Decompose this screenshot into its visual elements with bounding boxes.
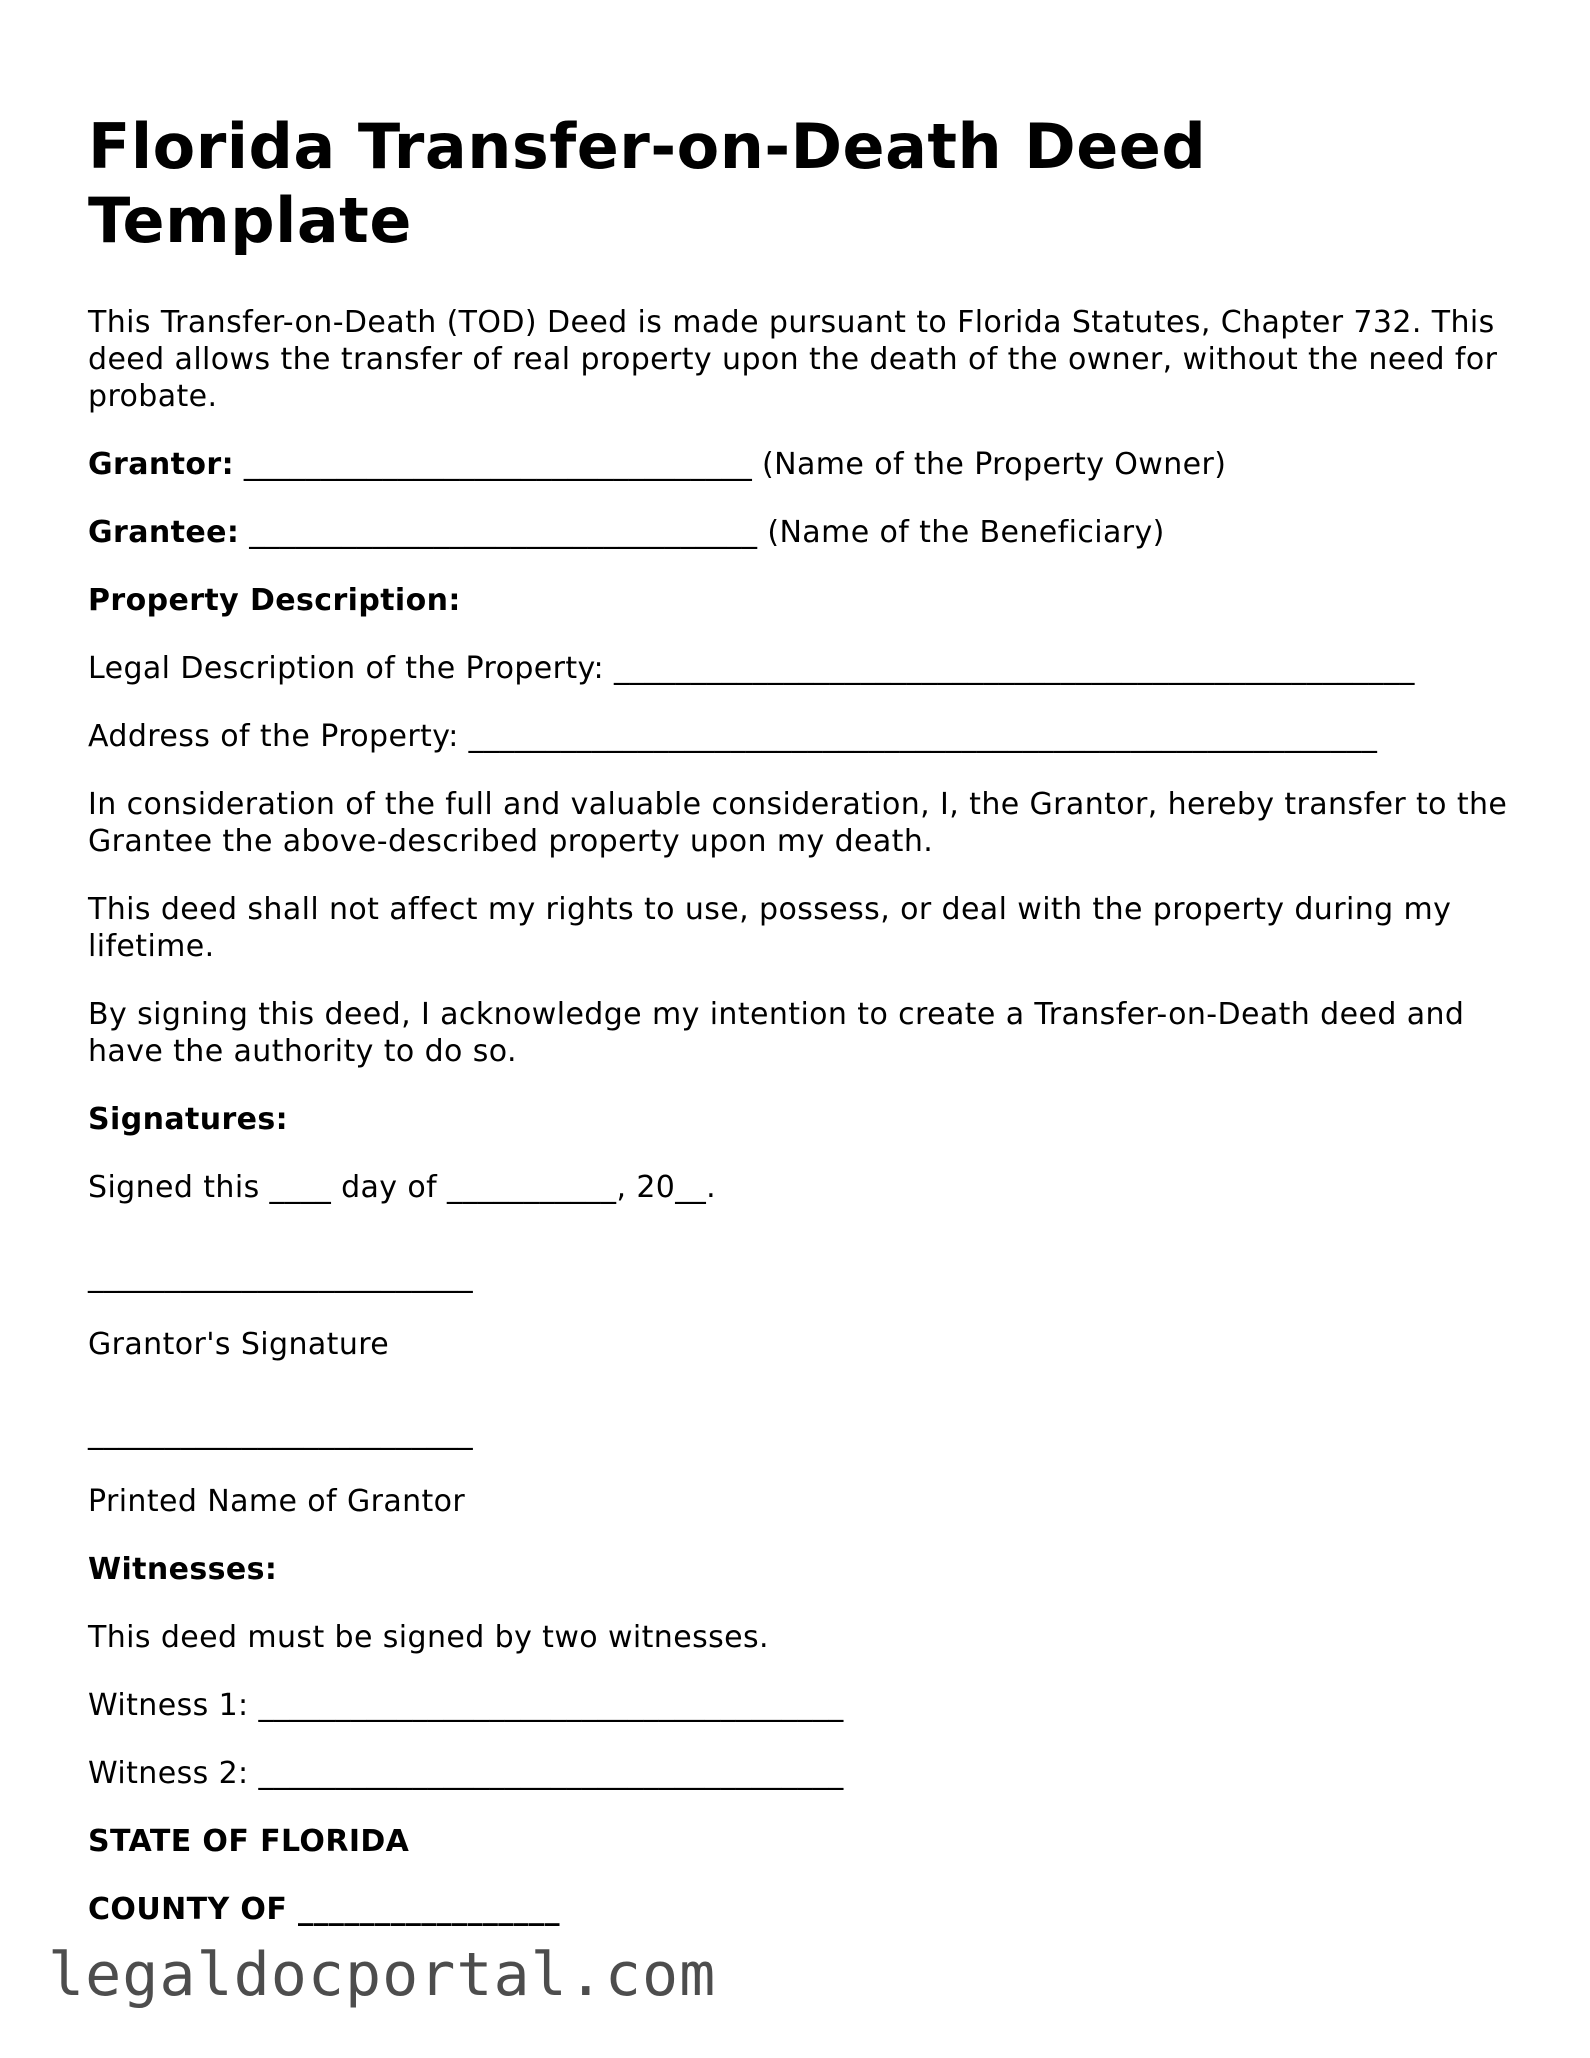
witnesses-note: This deed must be signed by two witnesses. — [88, 1620, 769, 1655]
document-page — [88, 110, 1508, 1959]
grantee-label: Grantee: — [88, 515, 240, 550]
grantor-signature-label: Grantor's Signature — [88, 1327, 390, 1362]
rights-paragraph: This deed shall not affect my rights to use, possess, or deal with the property during my lifetime. — [88, 892, 1452, 964]
signed-date-line: Signed this ____ day of ___________, 20__. — [88, 1170, 717, 1205]
county-line: COUNTY OF _________________ — [88, 1892, 560, 1927]
witness-2-line: Witness 2: ______________________________________ — [88, 1756, 844, 1791]
grantee-line — [88, 514, 1508, 551]
grantee-note: (Name of the Beneficiary) — [767, 515, 1165, 550]
property-legal-description: Legal Description of the Property: ____________________________________________________ — [88, 651, 1415, 686]
grantor-signature-line: _________________________ — [88, 1259, 473, 1294]
consideration-paragraph: In consideration of the full and valuable consideration, I, the Grantor, hereby transfer to the Grantee the above-described property upon my death. — [88, 787, 1508, 859]
document-title: Florida Transfer-on-Death Deed Template — [88, 110, 1207, 257]
acknowledgement-paragraph: By signing this deed, I acknowledge my intention to create a Transfer-on-Death deed and have the authority to do so. — [88, 997, 1465, 1069]
state-line: STATE OF FLORIDA — [88, 1824, 410, 1859]
grantor-line — [88, 446, 1508, 483]
printed-name-label: Printed Name of Grantor — [88, 1484, 466, 1519]
grantor-label: Grantor: — [88, 447, 234, 482]
witness-1-line: Witness 1: ______________________________________ — [88, 1688, 844, 1723]
signatures-heading: Signatures: — [88, 1102, 289, 1137]
intro-paragraph: This Transfer-on-Death (TOD) Deed is made pursuant to Florida Statutes, Chapter 732. This deed allows the transfer of real property upon the death of the owner, without the need for probate. — [88, 305, 1498, 414]
grantee-blank: _________________________________ — [249, 515, 758, 550]
grantor-note: (Name of the Property Owner) — [762, 447, 1227, 482]
property-heading: Property Description: — [88, 583, 461, 618]
site-watermark: legaldocportal.com — [48, 1940, 717, 2010]
printed-name-line: _________________________ — [88, 1416, 473, 1451]
grantor-blank: _________________________________ — [243, 447, 753, 482]
property-address: Address of the Property: ___________________________________________________________ — [88, 719, 1378, 754]
witnesses-heading: Witnesses: — [88, 1552, 278, 1587]
